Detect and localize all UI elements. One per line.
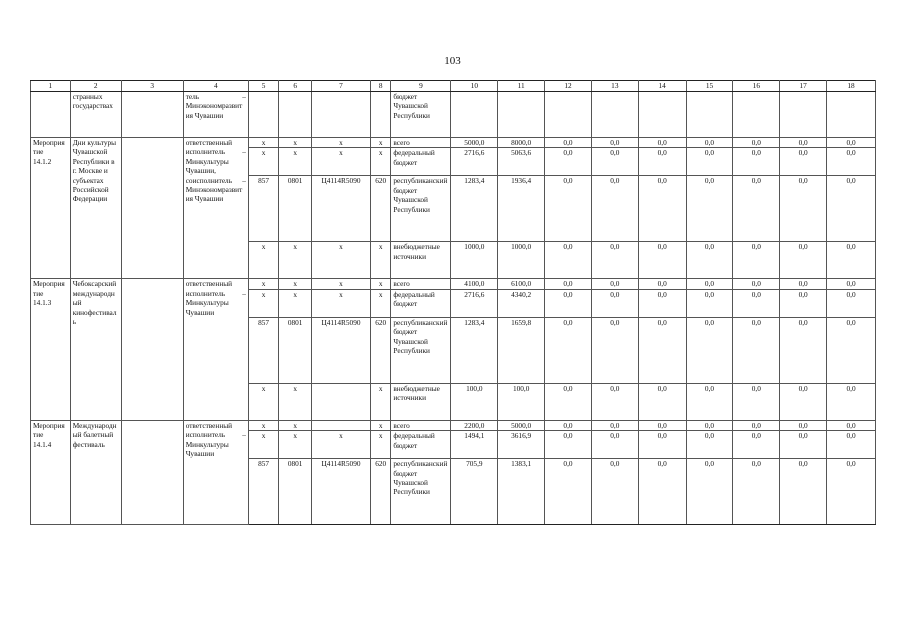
value-cell-col16: 0,0 <box>733 317 780 383</box>
value-cell-col13: 0,0 <box>591 138 638 148</box>
value-cell-col18: 0,0 <box>827 148 876 176</box>
column-header-10: 10 <box>451 81 498 92</box>
value-cell-col16: 0,0 <box>733 176 780 242</box>
value-cell-col17: 0,0 <box>780 279 827 289</box>
admin-code-cell: x <box>248 420 279 430</box>
admin-code-cell: x <box>248 431 279 459</box>
column-header-8: 8 <box>371 81 391 92</box>
value-cell-col18: 0,0 <box>827 279 876 289</box>
value-cell-col14: 0,0 <box>638 176 686 242</box>
value-cell-col16: 0,0 <box>733 138 780 148</box>
section-code-cell: x <box>279 138 312 148</box>
empty-cell <box>545 92 592 138</box>
value-cell-col18: 0,0 <box>827 420 876 430</box>
target-article-cell: x <box>311 431 370 459</box>
table-row <box>31 92 876 138</box>
empty-cell <box>451 92 498 138</box>
value-cell-col17: 0,0 <box>780 383 827 420</box>
value-cell-col17: 0,0 <box>780 459 827 525</box>
target-article-cell: x <box>311 148 370 176</box>
value-cell-col15: 0,0 <box>686 176 733 242</box>
value-cell-col17: 0,0 <box>780 138 827 148</box>
value-cell-col11: 1383,1 <box>498 459 545 525</box>
column-header-9: 9 <box>391 81 451 92</box>
empty-cell <box>371 92 391 138</box>
admin-code-cell: x <box>248 279 279 289</box>
column-header-11: 11 <box>498 81 545 92</box>
column-header-13: 13 <box>591 81 638 92</box>
code-cell <box>31 92 71 138</box>
funding-source-cell: всего <box>391 138 451 148</box>
value-cell-col15: 0,0 <box>686 242 733 279</box>
funding-source-cell: республиканский бюджет Чувашской Республики <box>391 459 451 525</box>
empty-cell <box>591 92 638 138</box>
column-header-2: 2 <box>70 81 121 92</box>
value-cell-col12: 0,0 <box>545 317 592 383</box>
event-name-cell: Чебоксарский международный кинофестиваль <box>70 279 121 420</box>
expense-type-cell: 620 <box>371 176 391 242</box>
column-header-17: 17 <box>780 81 827 92</box>
value-cell-col11: 5000,0 <box>498 420 545 430</box>
value-cell-col18: 0,0 <box>827 383 876 420</box>
value-cell-col14: 0,0 <box>638 383 686 420</box>
value-cell-col15: 0,0 <box>686 279 733 289</box>
expense-type-cell: x <box>371 138 391 148</box>
empty-cell <box>121 92 183 138</box>
column-header-5: 5 <box>248 81 279 92</box>
executor-cell: ответственный исполнитель – Минкультуры Чувашии <box>183 279 248 420</box>
value-cell-col13: 0,0 <box>591 420 638 430</box>
section-code-cell: 0801 <box>279 459 312 525</box>
value-cell-col15: 0,0 <box>686 317 733 383</box>
column-number-header <box>31 81 876 92</box>
column-header-18: 18 <box>827 81 876 92</box>
value-cell-col12: 0,0 <box>545 383 592 420</box>
expense-type-cell: x <box>371 289 391 317</box>
expense-type-cell: x <box>371 420 391 430</box>
value-cell-col10: 1494,1 <box>451 431 498 459</box>
executor-cell: ответственный исполнитель – Минкультуры Чувашии, соисполнитель – Минэкономразвития Чувашии <box>183 138 248 279</box>
value-cell-col18: 0,0 <box>827 176 876 242</box>
table-row <box>31 138 876 148</box>
expense-type-cell: x <box>371 148 391 176</box>
value-cell-col14: 0,0 <box>638 138 686 148</box>
value-cell-col15: 0,0 <box>686 148 733 176</box>
value-cell-col11: 100,0 <box>498 383 545 420</box>
admin-code-cell: 857 <box>248 176 279 242</box>
value-cell-col18: 0,0 <box>827 431 876 459</box>
funding-source-cell: республиканский бюджет Чувашской Республики <box>391 317 451 383</box>
empty-cell <box>248 92 279 138</box>
value-cell-col12: 0,0 <box>545 431 592 459</box>
empty-cell <box>686 92 733 138</box>
program-table <box>30 80 876 525</box>
section-code-cell: x <box>279 383 312 420</box>
value-cell-col15: 0,0 <box>686 431 733 459</box>
value-cell-col15: 0,0 <box>686 138 733 148</box>
value-cell-col13: 0,0 <box>591 317 638 383</box>
value-cell-col18: 0,0 <box>827 242 876 279</box>
funding-source-cell: всего <box>391 420 451 430</box>
value-cell-col11: 8000,0 <box>498 138 545 148</box>
target-article-cell: Ц4114R5090 <box>311 459 370 525</box>
value-cell-col16: 0,0 <box>733 459 780 525</box>
value-cell-col15: 0,0 <box>686 420 733 430</box>
value-cell-col12: 0,0 <box>545 459 592 525</box>
funding-source-cell: федеральный бюджет <box>391 148 451 176</box>
admin-code-cell: 857 <box>248 459 279 525</box>
value-cell-col14: 0,0 <box>638 279 686 289</box>
target-article-cell: x <box>311 279 370 289</box>
empty-cell <box>780 92 827 138</box>
empty-cell <box>121 138 183 279</box>
value-cell-col10: 100,0 <box>451 383 498 420</box>
column-header-3: 3 <box>121 81 183 92</box>
column-header-15: 15 <box>686 81 733 92</box>
admin-code-cell: x <box>248 148 279 176</box>
value-cell-col17: 0,0 <box>780 420 827 430</box>
value-cell-col17: 0,0 <box>780 242 827 279</box>
value-cell-col15: 0,0 <box>686 459 733 525</box>
empty-cell <box>498 92 545 138</box>
value-cell-col10: 2716,6 <box>451 148 498 176</box>
event-name-cell: Международный балетный фестиваль <box>70 420 121 524</box>
value-cell-col16: 0,0 <box>733 279 780 289</box>
target-article-cell: x <box>311 289 370 317</box>
value-cell-col12: 0,0 <box>545 176 592 242</box>
value-cell-col17: 0,0 <box>780 431 827 459</box>
expense-type-cell: x <box>371 279 391 289</box>
value-cell-col11: 1936,4 <box>498 176 545 242</box>
section-code-cell: x <box>279 148 312 176</box>
section-code-cell: x <box>279 242 312 279</box>
empty-cell <box>121 420 183 524</box>
column-header-6: 6 <box>279 81 312 92</box>
target-article-cell <box>311 383 370 420</box>
empty-cell <box>827 92 876 138</box>
value-cell-col16: 0,0 <box>733 431 780 459</box>
value-cell-col11: 1659,8 <box>498 317 545 383</box>
value-cell-col13: 0,0 <box>591 383 638 420</box>
value-cell-col16: 0,0 <box>733 383 780 420</box>
expense-type-cell: 620 <box>371 459 391 525</box>
value-cell-col10: 4100,0 <box>451 279 498 289</box>
value-cell-col11: 5063,6 <box>498 148 545 176</box>
value-cell-col13: 0,0 <box>591 459 638 525</box>
expense-type-cell: x <box>371 431 391 459</box>
value-cell-col14: 0,0 <box>638 420 686 430</box>
admin-code-cell: x <box>248 289 279 317</box>
column-header-7: 7 <box>311 81 370 92</box>
value-cell-col14: 0,0 <box>638 431 686 459</box>
target-article-cell: Ц4114R5090 <box>311 317 370 383</box>
target-article-cell: x <box>311 242 370 279</box>
value-cell-col17: 0,0 <box>780 289 827 317</box>
table-row <box>31 420 876 430</box>
admin-code-cell: x <box>248 383 279 420</box>
funding-source-cell: федеральный бюджет <box>391 289 451 317</box>
target-article-cell: Ц4114R5090 <box>311 176 370 242</box>
value-cell-col14: 0,0 <box>638 242 686 279</box>
event-name-cell: Дни культуры Чувашской Республики в г. Москве и субъектах Российской Федерации <box>70 138 121 279</box>
value-cell-col10: 2200,0 <box>451 420 498 430</box>
admin-code-cell: x <box>248 138 279 148</box>
value-cell-col15: 0,0 <box>686 383 733 420</box>
column-header-12: 12 <box>545 81 592 92</box>
value-cell-col16: 0,0 <box>733 242 780 279</box>
value-cell-col10: 1283,4 <box>451 317 498 383</box>
value-cell-col10: 2716,6 <box>451 289 498 317</box>
target-article-cell: x <box>311 138 370 148</box>
admin-code-cell: x <box>248 242 279 279</box>
empty-cell <box>311 92 370 138</box>
value-cell-col18: 0,0 <box>827 459 876 525</box>
event-code-cell: Мероприятие 14.1.2 <box>31 138 71 279</box>
value-cell-col13: 0,0 <box>591 431 638 459</box>
value-cell-col10: 5000,0 <box>451 138 498 148</box>
funding-source-cell: республиканский бюджет Чувашской Республики <box>391 176 451 242</box>
section-code-cell: 0801 <box>279 176 312 242</box>
value-cell-col17: 0,0 <box>780 148 827 176</box>
event-code-cell: Мероприятие 14.1.3 <box>31 279 71 420</box>
expense-type-cell: x <box>371 242 391 279</box>
empty-cell <box>638 92 686 138</box>
empty-cell <box>733 92 780 138</box>
value-cell-col14: 0,0 <box>638 317 686 383</box>
value-cell-col16: 0,0 <box>733 420 780 430</box>
value-cell-col11: 6100,0 <box>498 279 545 289</box>
column-header-4: 4 <box>183 81 248 92</box>
empty-cell <box>121 279 183 420</box>
column-header-1: 1 <box>31 81 71 92</box>
section-code-cell: x <box>279 431 312 459</box>
value-cell-col18: 0,0 <box>827 138 876 148</box>
value-cell-col13: 0,0 <box>591 176 638 242</box>
value-cell-col10: 1283,4 <box>451 176 498 242</box>
event-name-cell: странных государствах <box>70 92 121 138</box>
value-cell-col11: 1000,0 <box>498 242 545 279</box>
executor-cell: тель – Минэкономразвития Чувашии <box>183 92 248 138</box>
admin-code-cell: 857 <box>248 317 279 383</box>
event-code-cell: Мероприятие 14.1.4 <box>31 420 71 524</box>
value-cell-col14: 0,0 <box>638 459 686 525</box>
value-cell-col10: 1000,0 <box>451 242 498 279</box>
expense-type-cell: 620 <box>371 317 391 383</box>
value-cell-col10: 705,9 <box>451 459 498 525</box>
funding-source-cell: бюджет Чувашской Республики <box>391 92 451 138</box>
section-code-cell: x <box>279 420 312 430</box>
column-header-16: 16 <box>733 81 780 92</box>
value-cell-col12: 0,0 <box>545 289 592 317</box>
value-cell-col12: 0,0 <box>545 279 592 289</box>
value-cell-col14: 0,0 <box>638 289 686 317</box>
empty-cell <box>279 92 312 138</box>
value-cell-col17: 0,0 <box>780 317 827 383</box>
table-row <box>31 279 876 289</box>
funding-source-cell: внебюджетные источники <box>391 242 451 279</box>
value-cell-col11: 4340,2 <box>498 289 545 317</box>
column-header-14: 14 <box>638 81 686 92</box>
section-code-cell: x <box>279 279 312 289</box>
value-cell-col12: 0,0 <box>545 420 592 430</box>
value-cell-col12: 0,0 <box>545 242 592 279</box>
funding-source-cell: внебюджетные источники <box>391 383 451 420</box>
value-cell-col11: 3616,9 <box>498 431 545 459</box>
value-cell-col18: 0,0 <box>827 317 876 383</box>
value-cell-col13: 0,0 <box>591 279 638 289</box>
section-code-cell: x <box>279 289 312 317</box>
value-cell-col13: 0,0 <box>591 148 638 176</box>
value-cell-col15: 0,0 <box>686 289 733 317</box>
funding-source-cell: федеральный бюджет <box>391 431 451 459</box>
page-number: 103 <box>444 55 461 67</box>
value-cell-col18: 0,0 <box>827 289 876 317</box>
value-cell-col12: 0,0 <box>545 148 592 176</box>
value-cell-col16: 0,0 <box>733 289 780 317</box>
value-cell-col17: 0,0 <box>780 176 827 242</box>
value-cell-col12: 0,0 <box>545 138 592 148</box>
value-cell-col13: 0,0 <box>591 242 638 279</box>
target-article-cell <box>311 420 370 430</box>
funding-source-cell: всего <box>391 279 451 289</box>
value-cell-col13: 0,0 <box>591 289 638 317</box>
executor-cell: ответственный исполнитель – Минкультуры Чувашии <box>183 420 248 524</box>
section-code-cell: 0801 <box>279 317 312 383</box>
value-cell-col14: 0,0 <box>638 148 686 176</box>
expense-type-cell: x <box>371 383 391 420</box>
value-cell-col16: 0,0 <box>733 148 780 176</box>
